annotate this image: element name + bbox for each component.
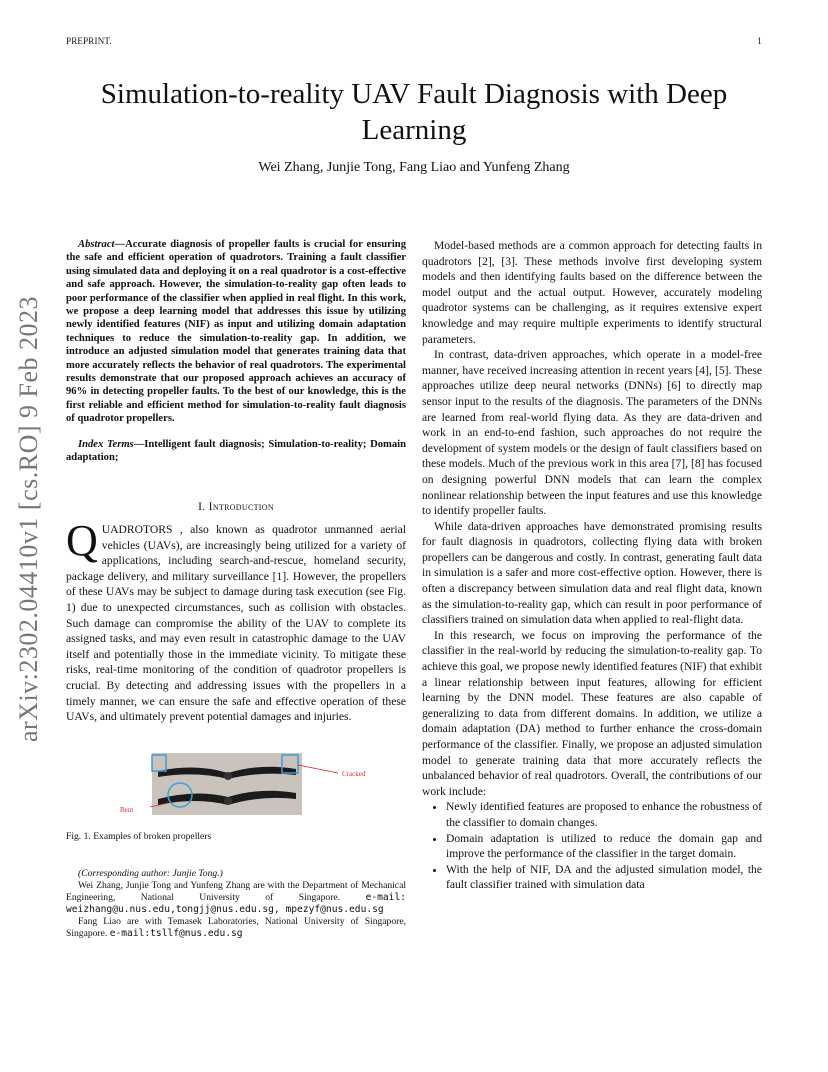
index-terms <box>66 438 406 465</box>
propeller-photo <box>146 749 376 819</box>
list-item: • Domain adaptation is utilized to reduce the domain gap and improve the performance of the classifier in the target domain. <box>446 831 762 862</box>
list-item: • With the help of NIF, DA and the adjusted simulation model, the fault classifier trained with simulation data <box>446 862 762 893</box>
paragraph-model-based: Model-based methods are a common approach for detecting faults in quadrotors [2], [3]. These methods involve first developing system models and then identifying faults based on the difference between the model output and the actual output. However, accurately modeling quadrotor systems can be challenging, as it requires extensive expert knowledge and may require multiple experiments to identify structural parameters. <box>422 239 762 346</box>
left-column <box>66 238 406 940</box>
index-terms-label: Index Terms <box>78 438 134 450</box>
author-list: Wei Zhang, Junjie Tong, Fang Liao and Yunfeng Zhang <box>258 160 570 175</box>
list-item: • Newly identified features are proposed to enhance the robustness of the classifier to domain changes. <box>446 799 762 830</box>
figure-broken-propellers <box>120 749 376 819</box>
bent-label: Bent <box>120 805 134 814</box>
affiliation-text: Wei Zhang, Junjie Tong and Yunfeng Zhang are with the Department of Mechanical Engineering, National University of Singapore. <box>66 880 406 904</box>
figure-caption: Fig. 1. Examples of broken propellers <box>66 830 212 842</box>
paragraph-research-focus: In this research, we focus on improving the performance of the classifier in the real-world by reducing the simulation-to-reality gap. To achieve this goal, we propose newly identified features (NIF) that exhibit a linear relationship between input features, allowing for efficient learning by the DNN model. These features are also capable of generalizing to data from different domains. In addition, we utilize a domain adaptation (DA) method to further enhance the cross-domain performance of the classifier. Finally, we propose an adjusted simulation model to generate training data that more accurately reflects the unbalanced behavior of real quadrotors. Overall, the contributions of our work include: <box>422 628 762 798</box>
right-column <box>422 238 762 893</box>
paragraph-sim-gap: While data-driven approaches have demonstrated promising results for fault diagnosis in quadrotors, collecting flying data with broken propellers can be dangerous and costly. In contrast, generating fault data in simulation is a safer and more cost-effective option. However, there is often a discrepancy between simulation data and real flight data, known as the simulation-to-reality gap, which can result in poor performance of classifiers trained on simulation data when applied to real-flight data. <box>422 519 762 627</box>
page-number: 1 <box>757 36 762 46</box>
arxiv-identifier: arXiv:2302.04410v1 [cs.RO] 9 Feb 2023 <box>14 296 43 743</box>
section-name: Introduction <box>208 499 274 513</box>
contributions-list <box>422 799 762 893</box>
index-terms-text: —Intelligent fault diagnosis; Simulation-to-reality; Domain adaptation; <box>66 438 406 464</box>
section-heading <box>66 499 406 515</box>
footnote-affiliation-2 <box>66 916 406 940</box>
paragraph-data-driven: In contrast, data-driven approaches, which operate in a model-free manner, have received increasing attention in recent years [4], [5]. These approaches utilize deep neural networks (DNNs) [6] to directly map sensor input to the results of the diagnosis. The parameters of the DNNs are learned from real-world flying data. As they are data-driven and work in an end-to-end fashion, such approaches do not require the development of system models or the design of fault classifiers based on these models. Much of the previous work in this area [7], [8] has focused on designing powerful DNN models that can learn the complex nonlinear relationship between the input features and use this knowledge to identify propeller faults. <box>422 348 762 518</box>
abstract-label: Abstract <box>78 239 115 250</box>
drop-cap: Q <box>66 516 98 566</box>
email-1: e-mail: weizhang@u.nus.edu,tongjj@nus.edu.sg, mpezyf@nus.edu.sg <box>66 892 406 916</box>
intro-paragraph <box>66 516 406 725</box>
cracked-label: Cracked <box>342 769 366 778</box>
footnote <box>66 868 406 940</box>
section-number: I. <box>198 499 209 513</box>
running-header: PREPRINT. <box>66 36 112 46</box>
abstract <box>66 238 406 426</box>
abstract-text: —Accurate diagnosis of propeller faults is crucial for ensuring the safe and efficient operation of quadrotors. Training a fault classifier using simulated data and deploying it on a real quadrotor is a cost-effective and safe approach. However, the simulation-to-reality gap often leads to poor performance of the classifier when applied in real flight. In this work, we propose a deep learning model that addresses this issue by utilizing newly identified features (NIF) as input and utilizing domain adaptation techniques to reduce the simulation-to-reality gap. In addition, we introduce an adjusted simulation model that generates training data that more accurately reflects the behavior of real quadrotors. The experimental results demonstrate that our proposed approach achieves an accuracy of 96% in detecting propeller faults. To the best of our knowledge, this is the first reliable and efficient method for simulation-to-reality fault diagnosis of quadrotor propellers. <box>66 239 406 425</box>
affiliation-text-2: Fang Liao are with Temasek Laboratories, National University of Singapore, Singapore. <box>66 916 406 940</box>
footnote-affiliation-1 <box>66 880 406 916</box>
email-2: e-mail:tsllf@nus.edu.sg <box>109 928 243 940</box>
intro-text: UADROTORS , also known as quadrotor unmanned aerial vehicles (UAVs), are increasingly being utilized for a variety of applications, including search-and-rescue, homeland security, package delivery, and military surveillance [1]. However, the propellers of these UAVs may be subject to damage during task execution (see Fig. 1) due to unexpected circumstances, such as collision with obstacles. Such damage can compromise the ability of the UAV to complete its assigned tasks, and may even result in catastrophic damage to the UAV itself and potentially those in the immediate vicinity. To mitigate these risks, real-time monitoring of the condition of quadrotor propellers is crucial. By detecting and addressing issues with the propellers in a timely manner, we can ensure the safe and effective operation of these UAVs, and ultimately prevent potential damages and injuries. <box>66 523 406 724</box>
footnote-corresponding: (Corresponding author: Junjie Tong.) <box>78 868 223 880</box>
paper-title: Simulation-to-reality UAV Fault Diagnosis with Deep Learning <box>100 78 728 146</box>
